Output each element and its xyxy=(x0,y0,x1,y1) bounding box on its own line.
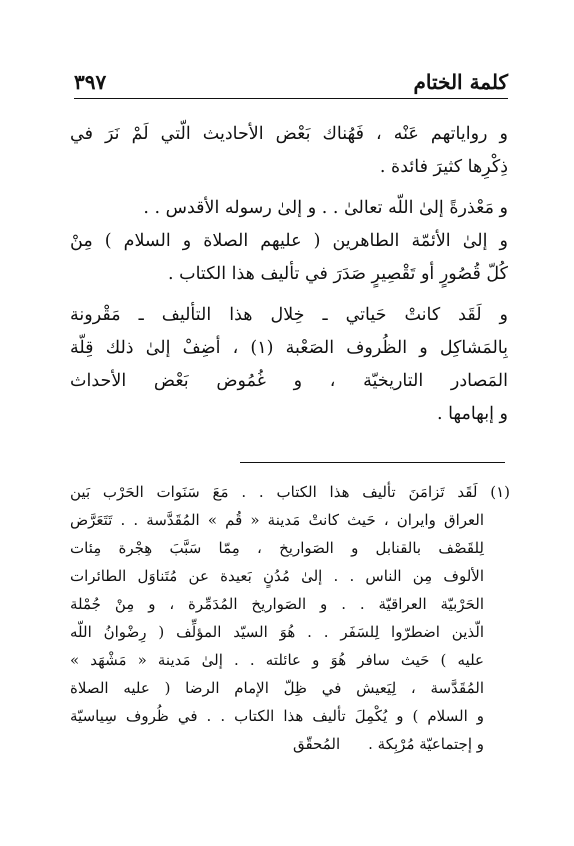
main-text xyxy=(70,118,508,431)
body-line: و إلىٰ الأئمّة الطاهرين ( عليهم الصلاة و السلام ) مِنْ xyxy=(70,231,508,251)
page-header xyxy=(74,58,508,99)
body-line: و مَعْذرةً إلىٰ اللّه تعالىٰ . . و إلىٰ رسوله الأقدس . . xyxy=(143,198,508,218)
footnote-line: الحَرْبيّة العراقيّة . . و الصَواريخ المُدَمِّرة ، و مِنْ جُمْلة xyxy=(70,595,484,613)
body-line: و رواياتهم عَنْه ، فَهُناك بَعْض الأحاديث الّتي لَمْ نَرَ في xyxy=(70,124,508,144)
footnote-line: الألوف مِن الناس . . إلىٰ مُدُنٍ بَعيدة عن مُتَناوَل الطائرات xyxy=(70,567,484,585)
footnote-signature: المُحقّق xyxy=(292,735,341,753)
body-line: المَصادر التاريخيّة ، و غُمُوض بَعْض الأحداث xyxy=(70,371,508,391)
footnote-line: لِلقَصْف بالقنابل و الصَواريخ ، مِمّا سَبَّبَ هِجْرة مِئات xyxy=(70,539,484,557)
footnote-line: الّذين اضطرّوا لِلسَفَر . . هُوَ السيّد المؤلِّف ( رِضْوانُ اللّه xyxy=(70,623,484,641)
footnote-line: عليه ) حَيث سافر هُوَ و عائلته . . إلىٰ مَدينة « مَشْهَد » xyxy=(70,651,484,669)
chapter-title: كلمة الختام xyxy=(413,70,508,94)
footnote-separator xyxy=(240,462,505,463)
body-line: كُلّ قُصُورٍ أو تَقْصِيرٍ صَدَرَ في تأليف هذا الكتاب . xyxy=(168,264,508,284)
body-line: و إبهامها . xyxy=(436,404,508,424)
footnote-last-line xyxy=(70,730,510,758)
body-line: ذِكْرِها كثيرَ فائدة . xyxy=(379,157,508,177)
footnote-line: العراق وايران ، حَيث كانتْ مَدينة « قُم » المُقَدَّسة . . تَتَعَرَّض xyxy=(70,511,484,529)
footnote-line: و السلام ) و يُكْمِلَ تأليف هذا الكتاب . . في ظُروف سِياسيّة xyxy=(70,707,484,725)
footnote xyxy=(70,478,510,758)
body-line: و لَقَد كانتْ حَياتي ـ خِلال هذا التأليف ـ مَقْرونة xyxy=(70,305,508,325)
footnote-line: المُقَدَّسة ، لِيَعيش في ظِلّ الإمام الرضا ( عليه الصلاة xyxy=(70,679,484,697)
body-line: بِالمَشاكِل و الظُروف الصَعْبة (١) ، أضِفْ إلىٰ ذلك قِلّة xyxy=(70,338,508,358)
footnote-line: و إجتماعيّة مُرْبِكة . xyxy=(368,735,484,753)
footnote-line: (١) لَقَد تَزامَنَ تأليف هذا الكتاب . . مَعَ سَنَوات الحَرْب بَين xyxy=(70,483,510,501)
page-number: ٣٩٧ xyxy=(74,70,107,94)
